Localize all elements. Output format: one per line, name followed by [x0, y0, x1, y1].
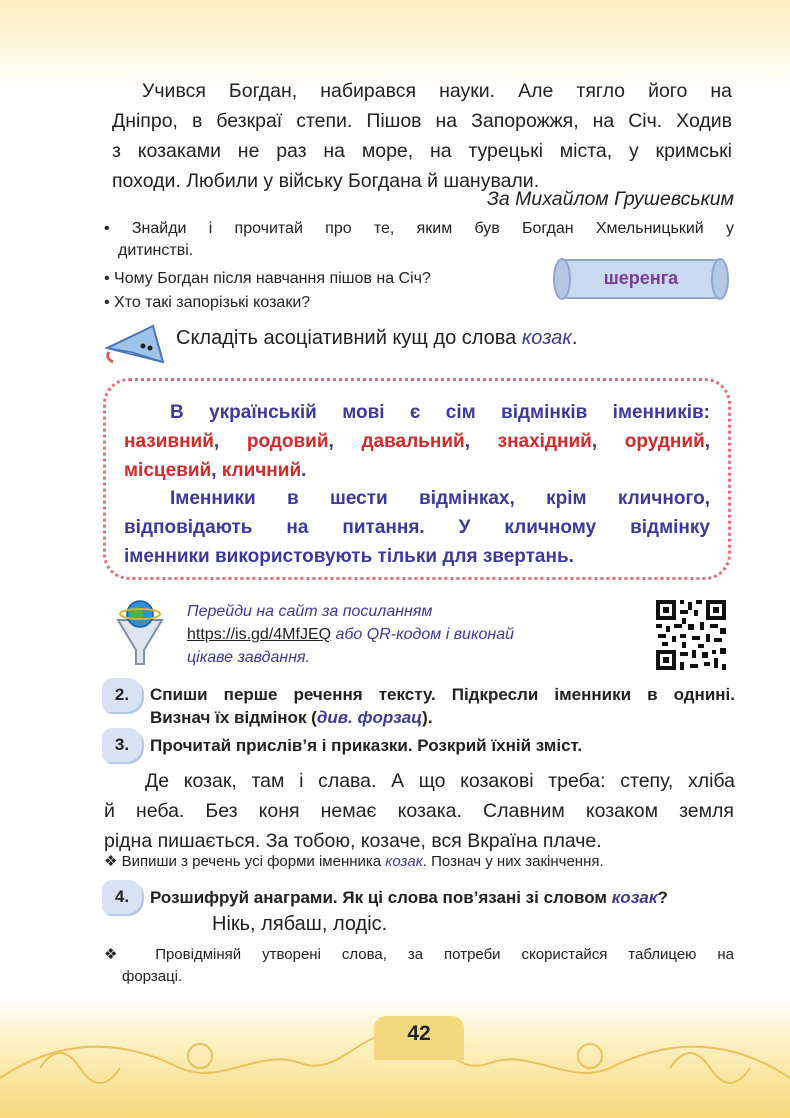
- separator: ,: [704, 431, 711, 452]
- online-line-2: [187, 623, 514, 646]
- page-number: 42: [407, 1022, 431, 1045]
- paper-plane-icon: [103, 322, 169, 366]
- online-line-text: або QR-кодом і виконай: [331, 626, 514, 643]
- case-name: називний: [124, 431, 214, 452]
- scroll-label: шеренга: [603, 268, 679, 288]
- assoc-task-text: Складіть асоціативний кущ до слова: [176, 327, 522, 349]
- note-1: [104, 851, 604, 872]
- assoc-end: .: [571, 327, 578, 349]
- separator: ,: [213, 431, 247, 452]
- separator: ,: [328, 431, 362, 452]
- rule-line: іменники використовують тільки для звертань.: [124, 546, 574, 567]
- task-2-text: Визнач їх відмінок (: [150, 708, 317, 727]
- rule-paragraph-1: [124, 398, 710, 485]
- note-2: ❖ Провідміняй утворені слова, за потреби скористайся таблицею на: [104, 946, 734, 963]
- assoc-keyword: козак: [521, 327, 572, 349]
- question-1-continued: дитинстві.: [118, 242, 194, 259]
- rule-cases-line-1: [124, 427, 710, 456]
- reading-text: [112, 76, 732, 196]
- question-1: • Знайди і прочитай про те, яким був Богдан Хмельницький у: [104, 220, 734, 237]
- qr-code-icon[interactable]: [654, 598, 728, 672]
- proverb-line: й неба. Без коня немає козака. Славним козаком земля: [104, 800, 734, 822]
- rule-cases-line-2: [124, 456, 710, 485]
- task-2-ref: див. форзац: [316, 708, 423, 727]
- task-4-end: ?: [657, 888, 668, 907]
- separator: ,: [211, 460, 222, 481]
- rule-line: відповідають на питання. У кличному відмінку: [124, 517, 710, 538]
- note-1-end: . Познач у них закінчення.: [422, 853, 604, 870]
- task-4-keyword: козак: [611, 888, 658, 907]
- anagrams: Нікь, лябаш, лодіс.: [212, 913, 388, 935]
- online-line: цікаве завдання.: [187, 649, 310, 666]
- task-number-3: 3.: [102, 728, 142, 762]
- task-2: [150, 683, 735, 729]
- task-2-line: Спиши перше речення тексту. Підкресли іменники в однині.: [150, 685, 735, 704]
- reading-line: Дніпро, в безкраї степи. Пішов на Запорожжя, на Січ. Ходив: [112, 110, 732, 132]
- globe-icon: [110, 598, 170, 670]
- rule-paragraph-2: [124, 484, 710, 571]
- note-2-continued: форзаці.: [122, 968, 183, 985]
- case-name: кличний: [221, 460, 302, 481]
- reading-line: з козаками не раз на море, на турецькі міста, у кримські: [112, 140, 732, 162]
- separator: ,: [591, 431, 625, 452]
- task-3: Прочитай прислів’я і приказки. Розкрий їхній зміст.: [150, 736, 583, 755]
- task-number-4: 4.: [102, 880, 142, 914]
- proverb-line: рідна пишається. За тобою, козаче, вся Вкраїна плаче.: [104, 830, 602, 852]
- separator: ,: [464, 431, 498, 452]
- case-name: орудний: [624, 431, 705, 452]
- rule-line: Іменники в шести відмінках, крім кличного,: [170, 488, 710, 509]
- task-4: [150, 886, 668, 909]
- question-2: • Чому Богдан після навчання пішов на Січ?: [104, 270, 431, 287]
- task-2-line-2: [150, 706, 735, 729]
- rule-line: В українській мові є сім відмінків іменників:: [170, 402, 710, 423]
- case-name: знахідний: [497, 431, 592, 452]
- proverb-line: Де козак, там і слава. А що козакові треба: степу, хліба: [145, 770, 735, 792]
- case-name: родовий: [246, 431, 329, 452]
- assoc-task: [176, 327, 577, 350]
- question-3: • Хто такі запорізькі козаки?: [104, 294, 311, 311]
- author: За Михайлом Грушевським: [486, 188, 734, 210]
- note-1-text: ❖ Випиши з речень усі форми іменника: [104, 853, 386, 870]
- task-2-end: ).: [422, 708, 433, 727]
- task-link[interactable]: https://is.gd/4MfJEQ: [187, 626, 332, 643]
- reading-line: Учився Богдан, набирався науки. Але тягло його на: [142, 80, 732, 102]
- reading-line: походи. Любили у війську Богдана й шанували.: [112, 170, 540, 192]
- separator: .: [301, 460, 307, 481]
- note-1-keyword: козак: [385, 853, 423, 870]
- online-line: Перейди на сайт за посиланням: [187, 603, 433, 620]
- case-name: давальний: [361, 431, 465, 452]
- online-task: [187, 600, 514, 669]
- task-number-2: 2.: [102, 678, 142, 712]
- task-4-text: Розшифруй анаграми. Як ці слова пов’язані зі словом: [150, 888, 612, 907]
- case-name: місцевий: [124, 460, 212, 481]
